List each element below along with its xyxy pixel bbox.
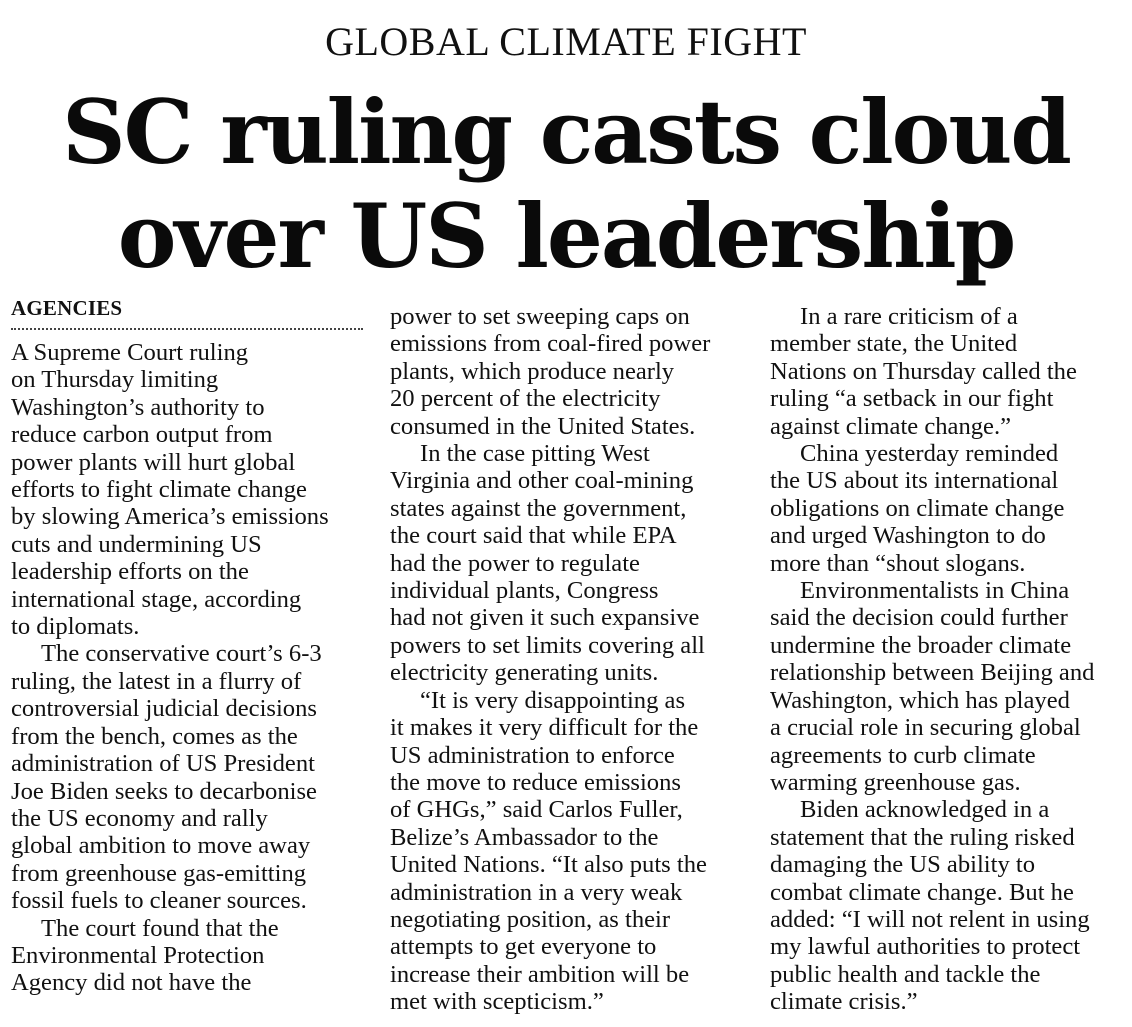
- text-line: The conservative court’s 6-3: [41, 640, 322, 668]
- text-line: electricity generating units.: [390, 659, 659, 687]
- text-line: Washington, which has played: [770, 686, 1070, 714]
- headline-line-1: SC ruling casts cloud: [62, 80, 1070, 184]
- text-line: The court found that the: [41, 914, 279, 942]
- text-line: 20 percent of the electricity: [390, 385, 661, 413]
- text-line: climate crisis.”: [770, 988, 918, 1016]
- text-line: controversial judicial decisions: [11, 695, 317, 723]
- text-line: A Supreme Court ruling: [11, 339, 249, 366]
- text-line: administration of US President: [11, 750, 315, 778]
- text-line: leadership efforts on the: [11, 558, 249, 586]
- byline: AGENCIES: [11, 296, 363, 330]
- text-line: increase their ambition will be: [390, 960, 690, 988]
- paragraph: [390, 303, 746, 440]
- text-line: added: “I will not relent in using: [770, 905, 1090, 933]
- text-line: Virginia and other coal-mining: [390, 467, 694, 495]
- text-line: administration in a very weak: [390, 878, 683, 906]
- text-line: United Nations. “It also puts the: [390, 851, 707, 879]
- text-line: Belize’s Ambassador to the: [390, 823, 659, 851]
- text-line: the move to reduce emissions: [390, 768, 681, 796]
- text-line: Environmentalists in China: [800, 577, 1070, 605]
- text-line: power plants will hurt global: [11, 448, 296, 476]
- text-line: of GHGs,” said Carlos Fuller,: [390, 796, 683, 824]
- text-line: to diplomats.: [11, 613, 140, 641]
- text-line: public health and tackle the: [770, 960, 1041, 988]
- text-line: international stage, according: [11, 585, 302, 613]
- text-line: states against the government,: [390, 494, 687, 522]
- text-line: warming greenhouse gas.: [770, 768, 1021, 796]
- paragraph: [390, 687, 746, 1016]
- text-line: Nations on Thursday called the: [770, 357, 1077, 385]
- paragraph: [11, 339, 363, 640]
- text-line: attempts to get everyone to: [390, 933, 657, 961]
- text-line: power to set sweeping caps on: [390, 303, 690, 330]
- text-line: ruling, the latest in a flurry of: [11, 667, 302, 695]
- paragraph: [770, 303, 1126, 440]
- text-line: said the decision could further: [770, 604, 1068, 632]
- text-line: In a rare criticism of a: [800, 303, 1018, 330]
- text-line: it makes it very difficult for the: [390, 714, 699, 742]
- text-line: damaging the US ability to: [770, 851, 1036, 879]
- text-line: from the bench, comes as the: [11, 722, 298, 750]
- text-line: powers to set limits covering all: [390, 631, 705, 659]
- text-line: “It is very disappointing as: [420, 686, 686, 714]
- text-line: statement that the ruling risked: [770, 823, 1075, 851]
- text-line: reduce carbon output from: [11, 421, 273, 449]
- text-line: against climate change.”: [770, 412, 1012, 440]
- text-line: agreements to curb climate: [770, 741, 1036, 769]
- text-line: relationship between Beijing and: [770, 659, 1095, 687]
- text-line: obligations on climate change: [770, 494, 1065, 522]
- paragraph: [390, 440, 746, 687]
- paragraph: [11, 640, 363, 914]
- text-line: had not given it such expansive: [390, 604, 700, 632]
- paragraph: [11, 915, 363, 997]
- text-line: the court said that while EPA: [390, 522, 677, 550]
- text-line: Joe Biden seeks to decarbonise: [11, 777, 317, 805]
- headline: [0, 80, 1132, 288]
- text-line: cuts and undermining US: [11, 530, 262, 558]
- text-line: In the case pitting West: [420, 440, 650, 468]
- text-line: efforts to fight climate change: [11, 476, 307, 504]
- text-line: Environmental Protection: [11, 941, 265, 969]
- text-line: a crucial role in securing global: [770, 714, 1081, 742]
- text-line: consumed in the United States.: [390, 412, 696, 440]
- text-line: China yesterday reminded: [800, 440, 1059, 468]
- text-line: individual plants, Congress: [390, 577, 659, 605]
- paragraph: [770, 577, 1126, 796]
- paragraph: [770, 440, 1126, 577]
- text-line: had the power to regulate: [390, 549, 640, 577]
- text-line: Washington’s authority to: [11, 393, 265, 421]
- text-line: member state, the United: [770, 330, 1018, 358]
- text-line: emissions from coal-fired power: [390, 330, 711, 358]
- text-line: undermine the broader climate: [770, 631, 1072, 659]
- text-line: on Thursday limiting: [11, 366, 219, 394]
- article-column-1: [11, 296, 363, 997]
- text-line: from greenhouse gas-emitting: [11, 859, 307, 887]
- text-line: the US about its international: [770, 467, 1059, 495]
- text-line: plants, which produce nearly: [390, 357, 675, 385]
- paragraph: [770, 796, 1126, 1015]
- text-line: the US economy and rally: [11, 804, 268, 832]
- text-line: negotiating position, as their: [390, 905, 671, 933]
- text-line: more than “shout slogans.: [770, 549, 1026, 577]
- text-line: Agency did not have the: [11, 969, 252, 997]
- text-line: global ambition to move away: [11, 832, 311, 860]
- text-line: US administration to enforce: [390, 741, 675, 769]
- text-line: combat climate change. But he: [770, 878, 1074, 906]
- text-line: my lawful authorities to protect: [770, 933, 1081, 961]
- article-column-2: [390, 303, 746, 1016]
- text-line: and urged Washington to do: [770, 522, 1046, 550]
- section-kicker: GLOBAL CLIMATE FIGHT: [325, 19, 807, 64]
- text-line: ruling “a setback in our fight: [770, 385, 1054, 413]
- headline-line-2: over US leadership: [117, 184, 1015, 288]
- text-line: met with scepticism.”: [390, 988, 604, 1016]
- article-column-3: [770, 303, 1126, 1016]
- text-line: by slowing America’s emissions: [11, 503, 329, 531]
- text-line: Biden acknowledged in a: [800, 796, 1050, 824]
- text-line: fossil fuels to cleaner sources.: [11, 887, 307, 915]
